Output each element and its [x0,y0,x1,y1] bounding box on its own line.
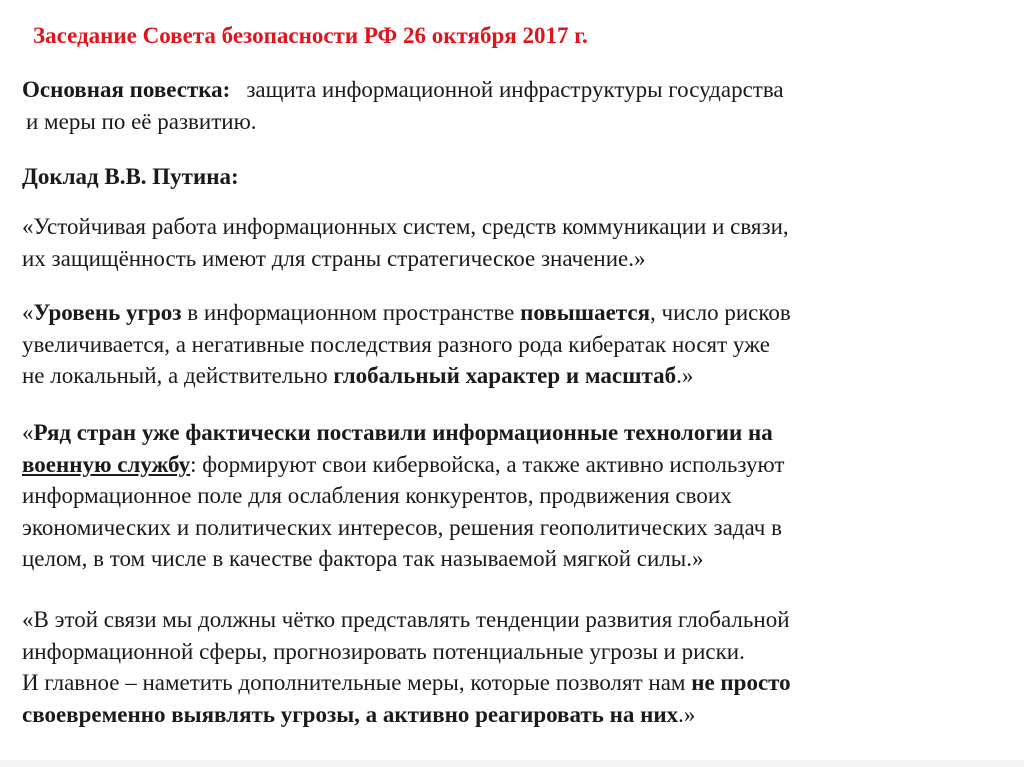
quote-4 [22,604,1007,730]
quote-1-line-2: их защищённость имеют для страны стратегическое значение.» [22,245,646,271]
quote-3-line-2-text: : формируют свои кибервойска, а также активно используют [190,451,785,477]
quote-1-line-1: «Устойчивая работа информационных систем, средств коммуникации и связи, [22,214,789,239]
agenda-text-2: и меры по её развитию. [26,108,257,134]
quote-2-line-3-bold: глобальный характер и масштаб [333,363,677,388]
quote-2-line-2: увеличивается, а негативные последствия разного рода кибератак носят уже [22,331,770,357]
bottom-border [0,760,1024,767]
quote-2-line-3-end: .» [676,363,694,388]
quote-3-line-4: экономических и политических интересов, решения геополитических задач в [22,514,782,540]
slide-title: Заседание Совета безопасности РФ 26 октября 2017 г. [33,23,588,48]
quote-3 [22,417,1007,575]
quote-2-line-3 [22,360,1007,392]
quote-4-line-4-end: .» [678,701,696,727]
agenda-text-1: защита информационной инфраструктуры государства [246,77,784,102]
report-heading [22,161,1007,193]
quote-2-bold-2: повышается [520,300,651,325]
quote-3-line-1 [22,417,1007,449]
report-heading-text: Доклад В.В. Путина: [22,164,239,189]
quote-4-line-3-bold: не просто [691,670,791,695]
quote-3-line-2-bold: военную службу [22,451,191,477]
quote-4-line-2: информационной сферы, прогнозировать потенциальные угрозы и риски. [22,638,745,664]
quote-1 [22,211,1007,274]
quote-4-line-3 [22,667,1007,699]
quote-2-line-3-text: не локальный, а действительно [22,363,334,388]
quote-2-text-1: в информационном пространстве [181,300,521,325]
quote-4-line-4 [22,699,1007,731]
agenda-label: Основная повестка: [22,77,231,102]
quote-2-open: « [22,300,34,325]
agenda-line-1 [22,74,1007,106]
quote-3-line-1-bold: Ряд стран уже фактически поставили информационные технологии на [33,420,773,445]
quote-2-line-1 [22,297,1007,329]
quote-4-line-3-text: И главное – наметить дополнительные меры, которые позволят нам [22,670,692,695]
quote-3-line-2 [22,449,1007,481]
quote-3-line-3: информационное поле для ослабления конкурентов, продвижения своих [22,483,732,508]
quote-4-line-4-bold: своевременно выявлять угрозы, а активно реагировать на них [22,701,679,727]
quote-2 [22,297,1007,392]
quote-3-open: « [22,420,34,445]
quote-2-text-2: , число рисков [650,300,791,325]
quote-3-line-5: целом, в том числе в качестве фактора так называемой мягкой силы.» [22,546,704,571]
agenda-paragraph [22,74,1007,137]
quote-4-line-1: «В этой связи мы должны чётко представлять тенденции развития глобальной [22,607,790,632]
quote-2-bold-1: Уровень угроз [33,300,182,325]
